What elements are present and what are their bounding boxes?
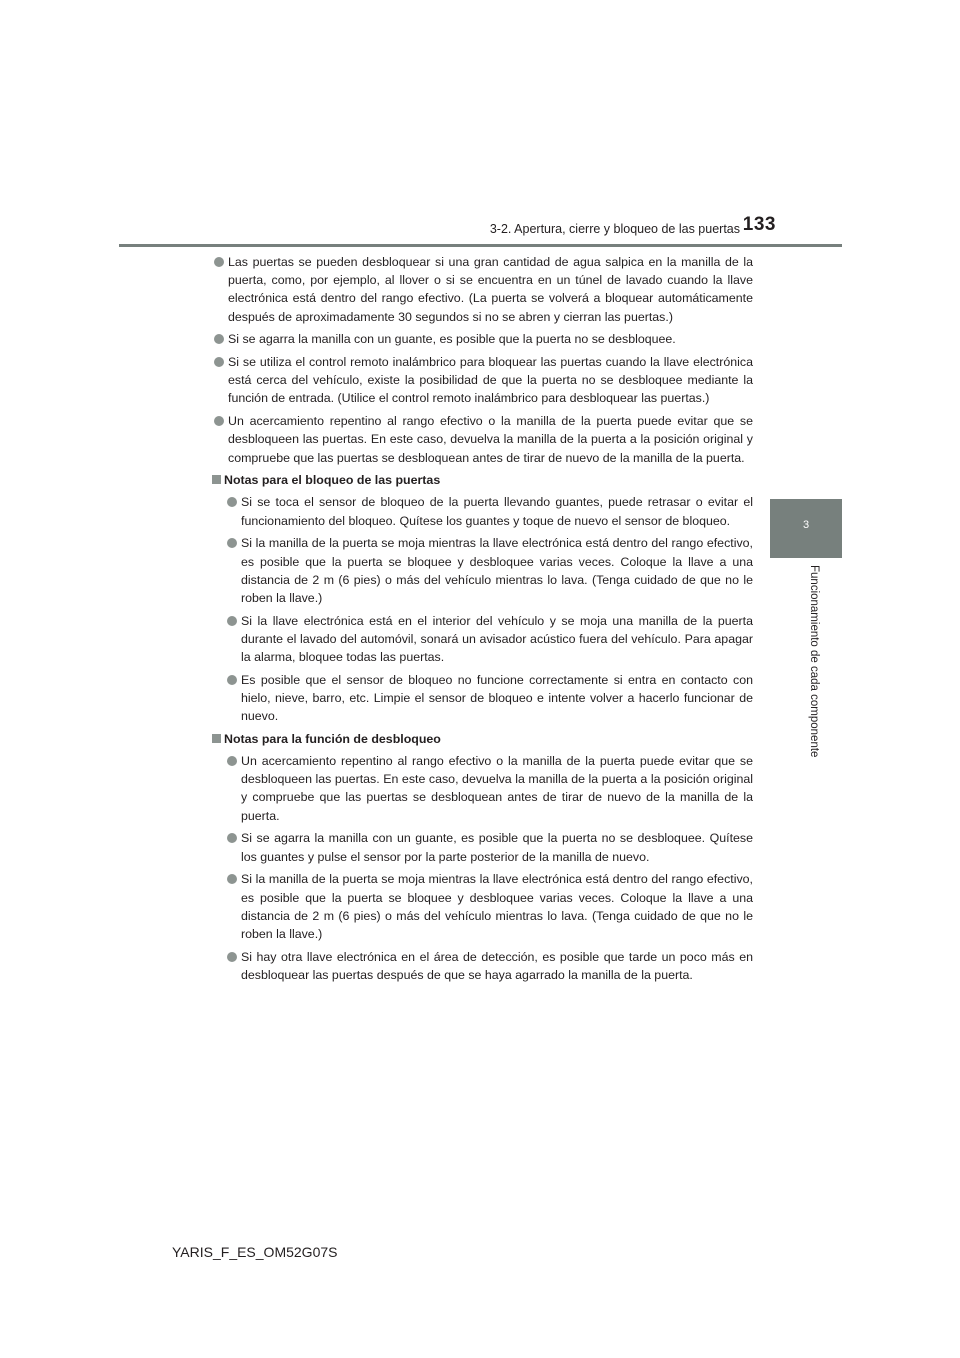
section-heading-unlocking <box>211 730 753 748</box>
list-item <box>224 752 753 825</box>
bullet-circle-icon <box>227 952 237 962</box>
list-item <box>224 671 753 726</box>
list-item-text: Un acercamiento repentino al rango efectivo o la manilla de la puerta puede evitar que se desbloqueen las puertas. En este caso, devuelva la manilla de la puerta a la posición original y compruebe que las puertas se desbloquean antes de tirar de nuevo de la manilla de la puerta. <box>241 754 753 823</box>
list-item-text: Es posible que el sensor de bloqueo no funcione correctamente si entra en contacto con hielo, nieve, barro, etc. Limpie el sensor de bloqueo e intente volver a hacerlo funcionar de nuevo. <box>241 672 753 724</box>
bullet-circle-icon <box>227 874 237 884</box>
list-item <box>211 412 753 467</box>
section-heading-locking <box>211 471 753 489</box>
list-item-text: Las puertas se pueden desbloquear si una gran cantidad de agua salpica en la manilla de la puerta, como, por ejemplo, al llover o si se encuentra en un túnel de lavado cuando la llave electrónica está dentro del rango efectivo. (La puerta se volverá a bloquear automáticamente después de aproximadamente 30 segundos si no se abren y cierran las puertas.) <box>228 255 753 324</box>
list-item-text: Si la llave electrónica está en el interior del vehículo y se moja una manilla de la puerta durante el lavado del automóvil, sonará un avisador acústico fuera del vehículo. Para apagar la alarma, bloquee todas las puertas. <box>241 613 753 665</box>
bullet-circle-icon <box>227 756 237 766</box>
list-item <box>224 829 753 865</box>
bullet-circle-icon <box>227 675 237 685</box>
list-item-text: Un acercamiento repentino al rango efectivo o la manilla de la puerta puede evitar que se desbloqueen las puertas. En este caso, devuelva la manilla de la puerta a la posición original y compruebe que las puertas se desbloquean antes de tirar de nuevo de la manilla de la puerta. <box>228 414 753 465</box>
chapter-number: 3 <box>802 519 810 531</box>
list-item-text: Si la manilla de la puerta se moja mientras la llave electrónica está dentro del rango efectivo, es posible que la puerta se bloquee y desbloquee varias veces. Coloque la llave a una distancia de 2 m (6 pies) o más del vehículo mientras lo lava. (Tenga cuidado de que no le roben la llave.) <box>241 536 753 605</box>
square-bullet-icon <box>212 734 221 743</box>
bullet-circle-icon <box>227 833 237 843</box>
chapter-tab <box>770 499 842 558</box>
bullet-circle-icon <box>214 257 224 267</box>
list-item-text: Si se agarra la manilla con un guante, es posible que la puerta no se desbloquee. <box>228 332 676 347</box>
list-item-text: Si se utiliza el control remoto inalámbrico para bloquear las puertas cuando la llave electrónica está cerca del vehículo, existe la posibilidad de que la puerta no se desbloquee mediante la función de entrada. (Utilice el control remoto inalámbrico para desbloquear las puertas.) <box>228 355 753 406</box>
header-divider <box>119 244 842 247</box>
list-item <box>224 534 753 607</box>
list-item-text: Si se agarra la manilla con un guante, es posible que la puerta no se desbloquee. Quítese los guantes y pulse el sensor por la parte posterior de la manilla de nuevo. <box>241 831 753 864</box>
page-number: 133 <box>742 214 776 235</box>
list-item <box>224 870 753 943</box>
bullet-circle-icon <box>227 616 237 626</box>
bullet-circle-icon <box>214 416 224 426</box>
list-item <box>211 253 753 326</box>
bullet-circle-icon <box>227 497 237 507</box>
list-item <box>224 948 753 984</box>
list-item <box>211 353 753 408</box>
bullet-circle-icon <box>214 357 224 367</box>
list-item-text: Si la manilla de la puerta se moja mientras la llave electrónica está dentro del rango efectivo, es posible que la puerta se bloquee y desbloquee varias veces. Coloque la llave a una distancia de 2 m (6 pies) o más del vehículo mientras lo lava. (Tenga cuidado de que no le roben la llave.) <box>241 872 753 941</box>
section-heading-text: Notas para la función de desbloqueo <box>224 731 441 746</box>
list-item <box>211 330 753 348</box>
list-item-text: Si hay otra llave electrónica en el área de detección, es posible que tarde un poco más en desbloquear las puertas después de que se haya agarrado la manilla de la puerta. <box>241 949 753 982</box>
list-item <box>224 493 753 529</box>
section-heading-text: Notas para el bloqueo de las puertas <box>224 473 441 488</box>
document-code: YARIS_F_ES_OM52G07S <box>172 1244 338 1260</box>
square-bullet-icon <box>212 475 221 484</box>
section-title: 3-2. Apertura, cierre y bloqueo de las puertas <box>489 222 740 236</box>
page-body <box>211 253 753 989</box>
list-item <box>224 612 753 667</box>
chapter-title: Funcionamiento de cada componente <box>808 565 820 758</box>
bullet-circle-icon <box>214 334 224 344</box>
bullet-circle-icon <box>227 538 237 548</box>
list-item-text: Si se toca el sensor de bloqueo de la puerta llevando guantes, puede retrasar o evitar el funcionamiento del bloqueo. Quítese los guantes y toque de nuevo el sensor de bloqueo. <box>241 495 753 528</box>
